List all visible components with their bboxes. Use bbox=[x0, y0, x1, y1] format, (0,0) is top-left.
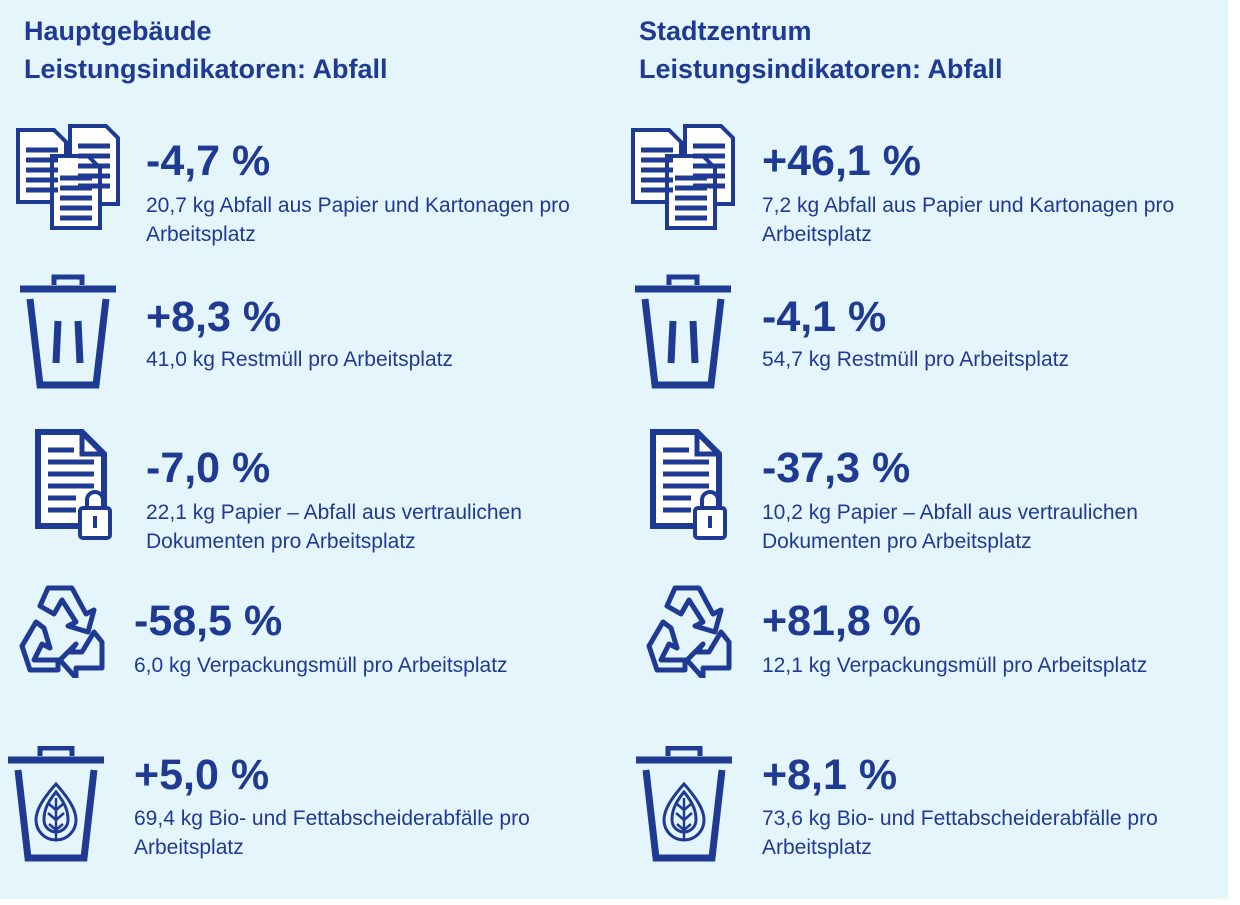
confidential-document-lock-icon bbox=[34, 428, 116, 542]
kpi-value: -58,5 % bbox=[134, 597, 283, 645]
kpi-value: +5,0 % bbox=[134, 751, 270, 799]
kpi-description: 7,2 kg Abfall aus Papier und Kartonagen pro Arbeitsplatz bbox=[762, 194, 1175, 246]
column-subtitle: Leistungsindikatoren: Abfall bbox=[639, 54, 1003, 84]
kpi-description: 41,0 kg Restmüll pro Arbeitsplatz bbox=[146, 348, 453, 371]
column-name: Hauptgebäude bbox=[24, 16, 212, 46]
documents-icon bbox=[14, 122, 122, 232]
kpi-description: 20,7 kg Abfall aus Papier und Kartonagen pro Arbeitsplatz bbox=[146, 194, 570, 246]
kpi-value: -4,1 % bbox=[762, 293, 887, 341]
column-name: Stadtzentrum bbox=[639, 16, 812, 46]
trash-bin-icon bbox=[18, 273, 118, 389]
kpi-value: -37,3 % bbox=[762, 444, 911, 492]
kpi-description: 54,7 kg Restmüll pro Arbeitsplatz bbox=[762, 348, 1069, 371]
documents-icon bbox=[629, 122, 737, 232]
kpi-value: +46,1 % bbox=[762, 137, 921, 185]
kpi-description: 12,1 kg Verpackungsmüll pro Arbeitsplatz bbox=[762, 654, 1148, 677]
organic-waste-bin-icon bbox=[634, 746, 734, 862]
confidential-document-lock-icon bbox=[649, 428, 731, 542]
kpi-value: +8,1 % bbox=[762, 751, 898, 799]
trash-bin-icon bbox=[633, 273, 733, 389]
kpi-description: 22,1 kg Papier – Abfall aus vertraulichen Dokumenten pro Arbeitsplatz bbox=[146, 501, 522, 553]
kpi-description: 6,0 kg Verpackungsmüll pro Arbeitsplatz bbox=[134, 654, 508, 677]
column-title-hauptgebaeude bbox=[24, 12, 388, 88]
kpi-description: 10,2 kg Papier – Abfall aus vertraulichen Dokumenten pro Arbeitsplatz bbox=[762, 501, 1138, 553]
recycle-icon bbox=[10, 582, 110, 678]
column-title-stadtzentrum bbox=[639, 12, 1003, 88]
kpi-value: +81,8 % bbox=[762, 597, 921, 645]
kpi-description: 69,4 kg Bio- und Fettabscheiderabfälle pro Arbeitsplatz bbox=[134, 807, 530, 859]
kpi-description: 73,6 kg Bio- und Fettabscheiderabfälle pro Arbeitsplatz bbox=[762, 807, 1158, 859]
kpi-value: +8,3 % bbox=[146, 293, 282, 341]
kpi-value: -4,7 % bbox=[146, 137, 271, 185]
column-subtitle: Leistungsindikatoren: Abfall bbox=[24, 54, 388, 84]
kpi-value: -7,0 % bbox=[146, 444, 271, 492]
recycle-icon bbox=[637, 582, 737, 678]
organic-waste-bin-icon bbox=[6, 746, 106, 862]
